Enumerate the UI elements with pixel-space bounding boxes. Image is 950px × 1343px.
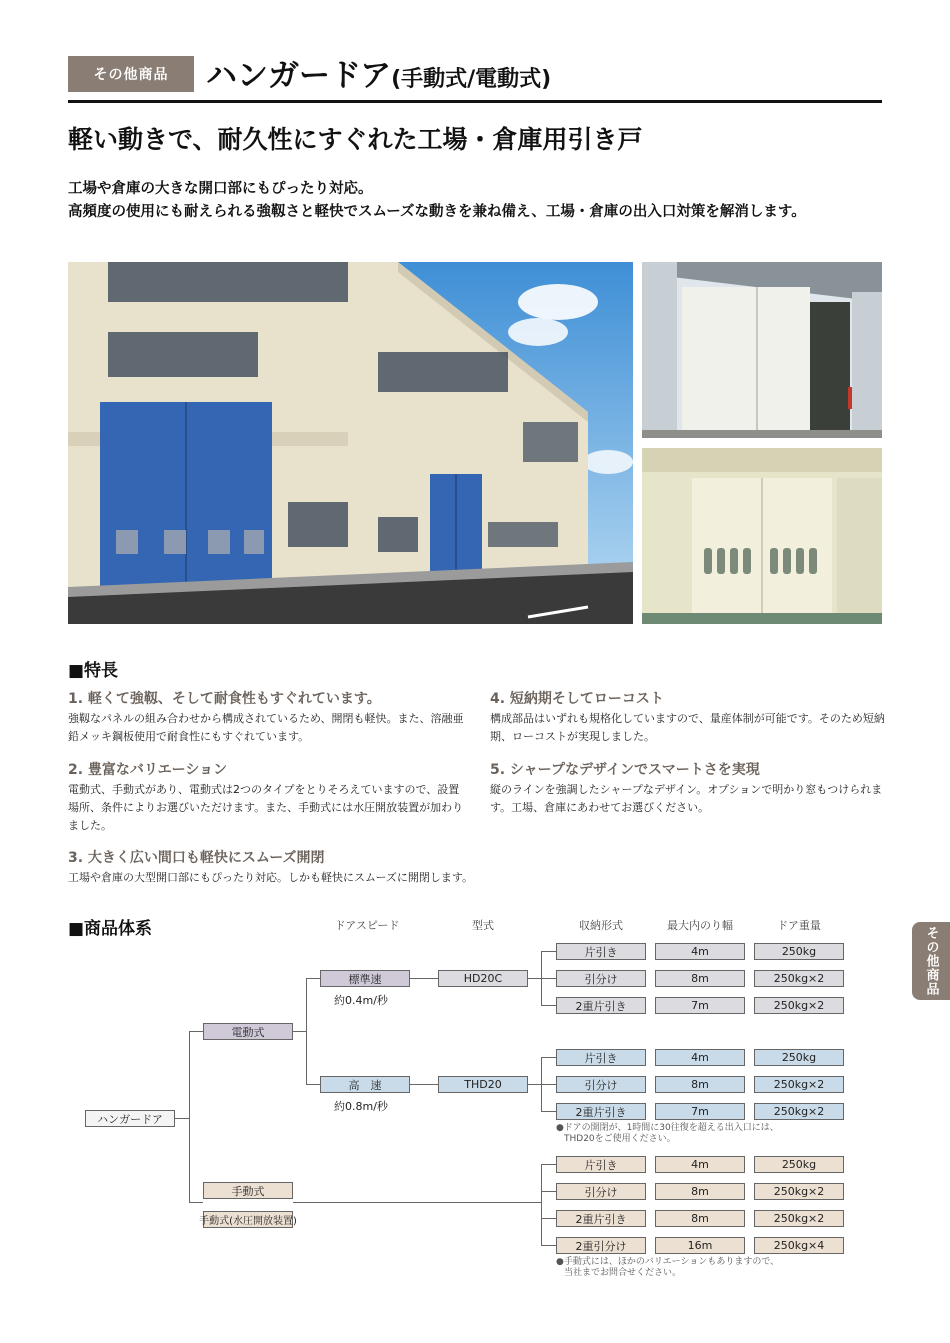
feature-3-title: 3. 大きく広い間口も軽快にスムーズ開閉 [68,850,325,866]
feature-1-body: 強靱なパネルの組み合わせから構成されているため、開閉も軽快。また、溶融亜鉛メッキ鋼板使用で耐食性にもすぐれています。 [68,712,464,743]
std-row3-width: 7m [655,997,745,1014]
high-speed-note [556,1123,779,1145]
high-row1-width: 4m [655,1049,745,1066]
high-row2-weight: 250kg×2 [754,1076,844,1093]
manual-row4-weight: 250kg×4 [754,1237,844,1254]
manual-note-line-1: ●手動式には、ほかのバリエーションもありますので、 [556,1257,780,1267]
high-row1-storage: 片引き [556,1049,646,1066]
feature-5-body: 縦のラインを強調したシャープなデザイン。オプションで明かり窓もつけられます。工場、倉庫にあわせてお選びください。 [490,783,883,814]
col-head-storage: 収納形式 [579,919,623,932]
high-row3-weight: 250kg×2 [754,1103,844,1120]
page-title: ハンガードア(手動式/電動式) [206,58,552,94]
manual-hydraulic-box: 手動式(水圧開放装置) [203,1211,293,1228]
manual-row2-weight: 250kg×2 [754,1183,844,1200]
category-badge: その他商品 [68,56,194,92]
manual-row3-width: 8m [655,1210,745,1227]
standard-speed-box: 標準速 [320,970,410,987]
col-head-weight: ドア重量 [777,919,821,932]
intro-line-1: 工場や倉庫の大きな開口部にもぴったり対応。 [68,181,373,197]
hangar-door-closed-photo [642,262,882,438]
std-row3-weight: 250kg×2 [754,997,844,1014]
feature-5-title: 5. シャープなデザインでスマートさを実現 [490,762,760,778]
high-speed-note-line-1: ●ドアの開閉が、1時間に30往復を超える出入口には、 [556,1123,779,1133]
feature-2-title: 2. 豊富なバリエーション [68,762,228,778]
page-title-sub: (手動式/電動式) [391,67,552,92]
high-row2-storage: 引分け [556,1076,646,1093]
lineup-section-title: ■商品体系 [68,919,153,939]
root-hangar-door: ハンガードア [85,1110,175,1127]
manual-row3-storage: 2重片引き [556,1210,646,1227]
std-row1-storage: 片引き [556,943,646,960]
headline: 軽い動きで、耐久性にすぐれた工場・倉庫用引き戸 [68,125,643,154]
side-tab-other-products: その他商品 [912,922,950,1000]
feature-4-body: 構成部品はいずれも規格化していますので、量産体制が可能です。そのため短納期、ローコストが実現しました。 [490,712,885,743]
electric-type-box: 電動式 [203,1023,293,1040]
manual-row2-storage: 引分け [556,1183,646,1200]
col-head-width: 最大内のり幅 [667,919,733,932]
high-speed-value: 約0.8m/秒 [334,1100,388,1113]
high-row3-storage: 2重片引き [556,1103,646,1120]
hangar-door-interior-photo [642,448,882,624]
std-row2-weight: 250kg×2 [754,970,844,987]
manual-row3-weight: 250kg×2 [754,1210,844,1227]
manual-row4-width: 16m [655,1237,745,1254]
feature-4-title: 4. 短納期そしてローコスト [490,691,664,707]
manual-type-box: 手動式 [203,1182,293,1199]
std-row3-storage: 2重片引き [556,997,646,1014]
manual-row1-width: 4m [655,1156,745,1173]
std-row2-storage: 引分け [556,970,646,987]
high-row1-weight: 250kg [754,1049,844,1066]
factory-exterior-photo [68,262,633,624]
features-section-title: ■特長 [68,661,119,681]
manual-row4-storage: 2重引分け [556,1237,646,1254]
model-thd20: THD20 [438,1076,528,1093]
manual-row2-width: 8m [655,1183,745,1200]
col-head-speed: ドアスピード [334,919,400,932]
standard-speed-value: 約0.4m/秒 [334,994,388,1007]
feature-1-title: 1. 軽くて強靱、そして耐食性もすぐれています。 [68,691,381,707]
intro-text [68,178,806,224]
high-speed-note-line-2: THD20をご使用ください。 [564,1134,676,1144]
manual-row1-storage: 片引き [556,1156,646,1173]
manual-row1-weight: 250kg [754,1156,844,1173]
std-row1-width: 4m [655,943,745,960]
manual-note-line-2: 当社までお問合せください。 [564,1268,682,1278]
high-row3-width: 7m [655,1103,745,1120]
manual-note [556,1257,779,1279]
feature-2-body: 電動式、手動式があり、電動式は2つのタイプをとりそろえていますので、設置場所、条件によりお選びいただけます。また、手動式には水圧開放装置が加わりました。 [68,783,464,832]
model-hd20c: HD20C [438,970,528,987]
high-row2-width: 8m [655,1076,745,1093]
title-rule [68,100,882,103]
std-row2-width: 8m [655,970,745,987]
feature-3-body: 工場や倉庫の大型開口部にもぴったり対応。しかも軽快にスムーズに開閉します。 [68,871,474,884]
high-speed-box: 高 速 [320,1076,410,1093]
col-head-model: 型式 [472,919,494,932]
std-row1-weight: 250kg [754,943,844,960]
intro-line-2: 高頻度の使用にも耐えられる強靱さと軽快でスムーズな動きを兼ね備え、工場・倉庫の出入口対策を解消します。 [68,204,806,220]
